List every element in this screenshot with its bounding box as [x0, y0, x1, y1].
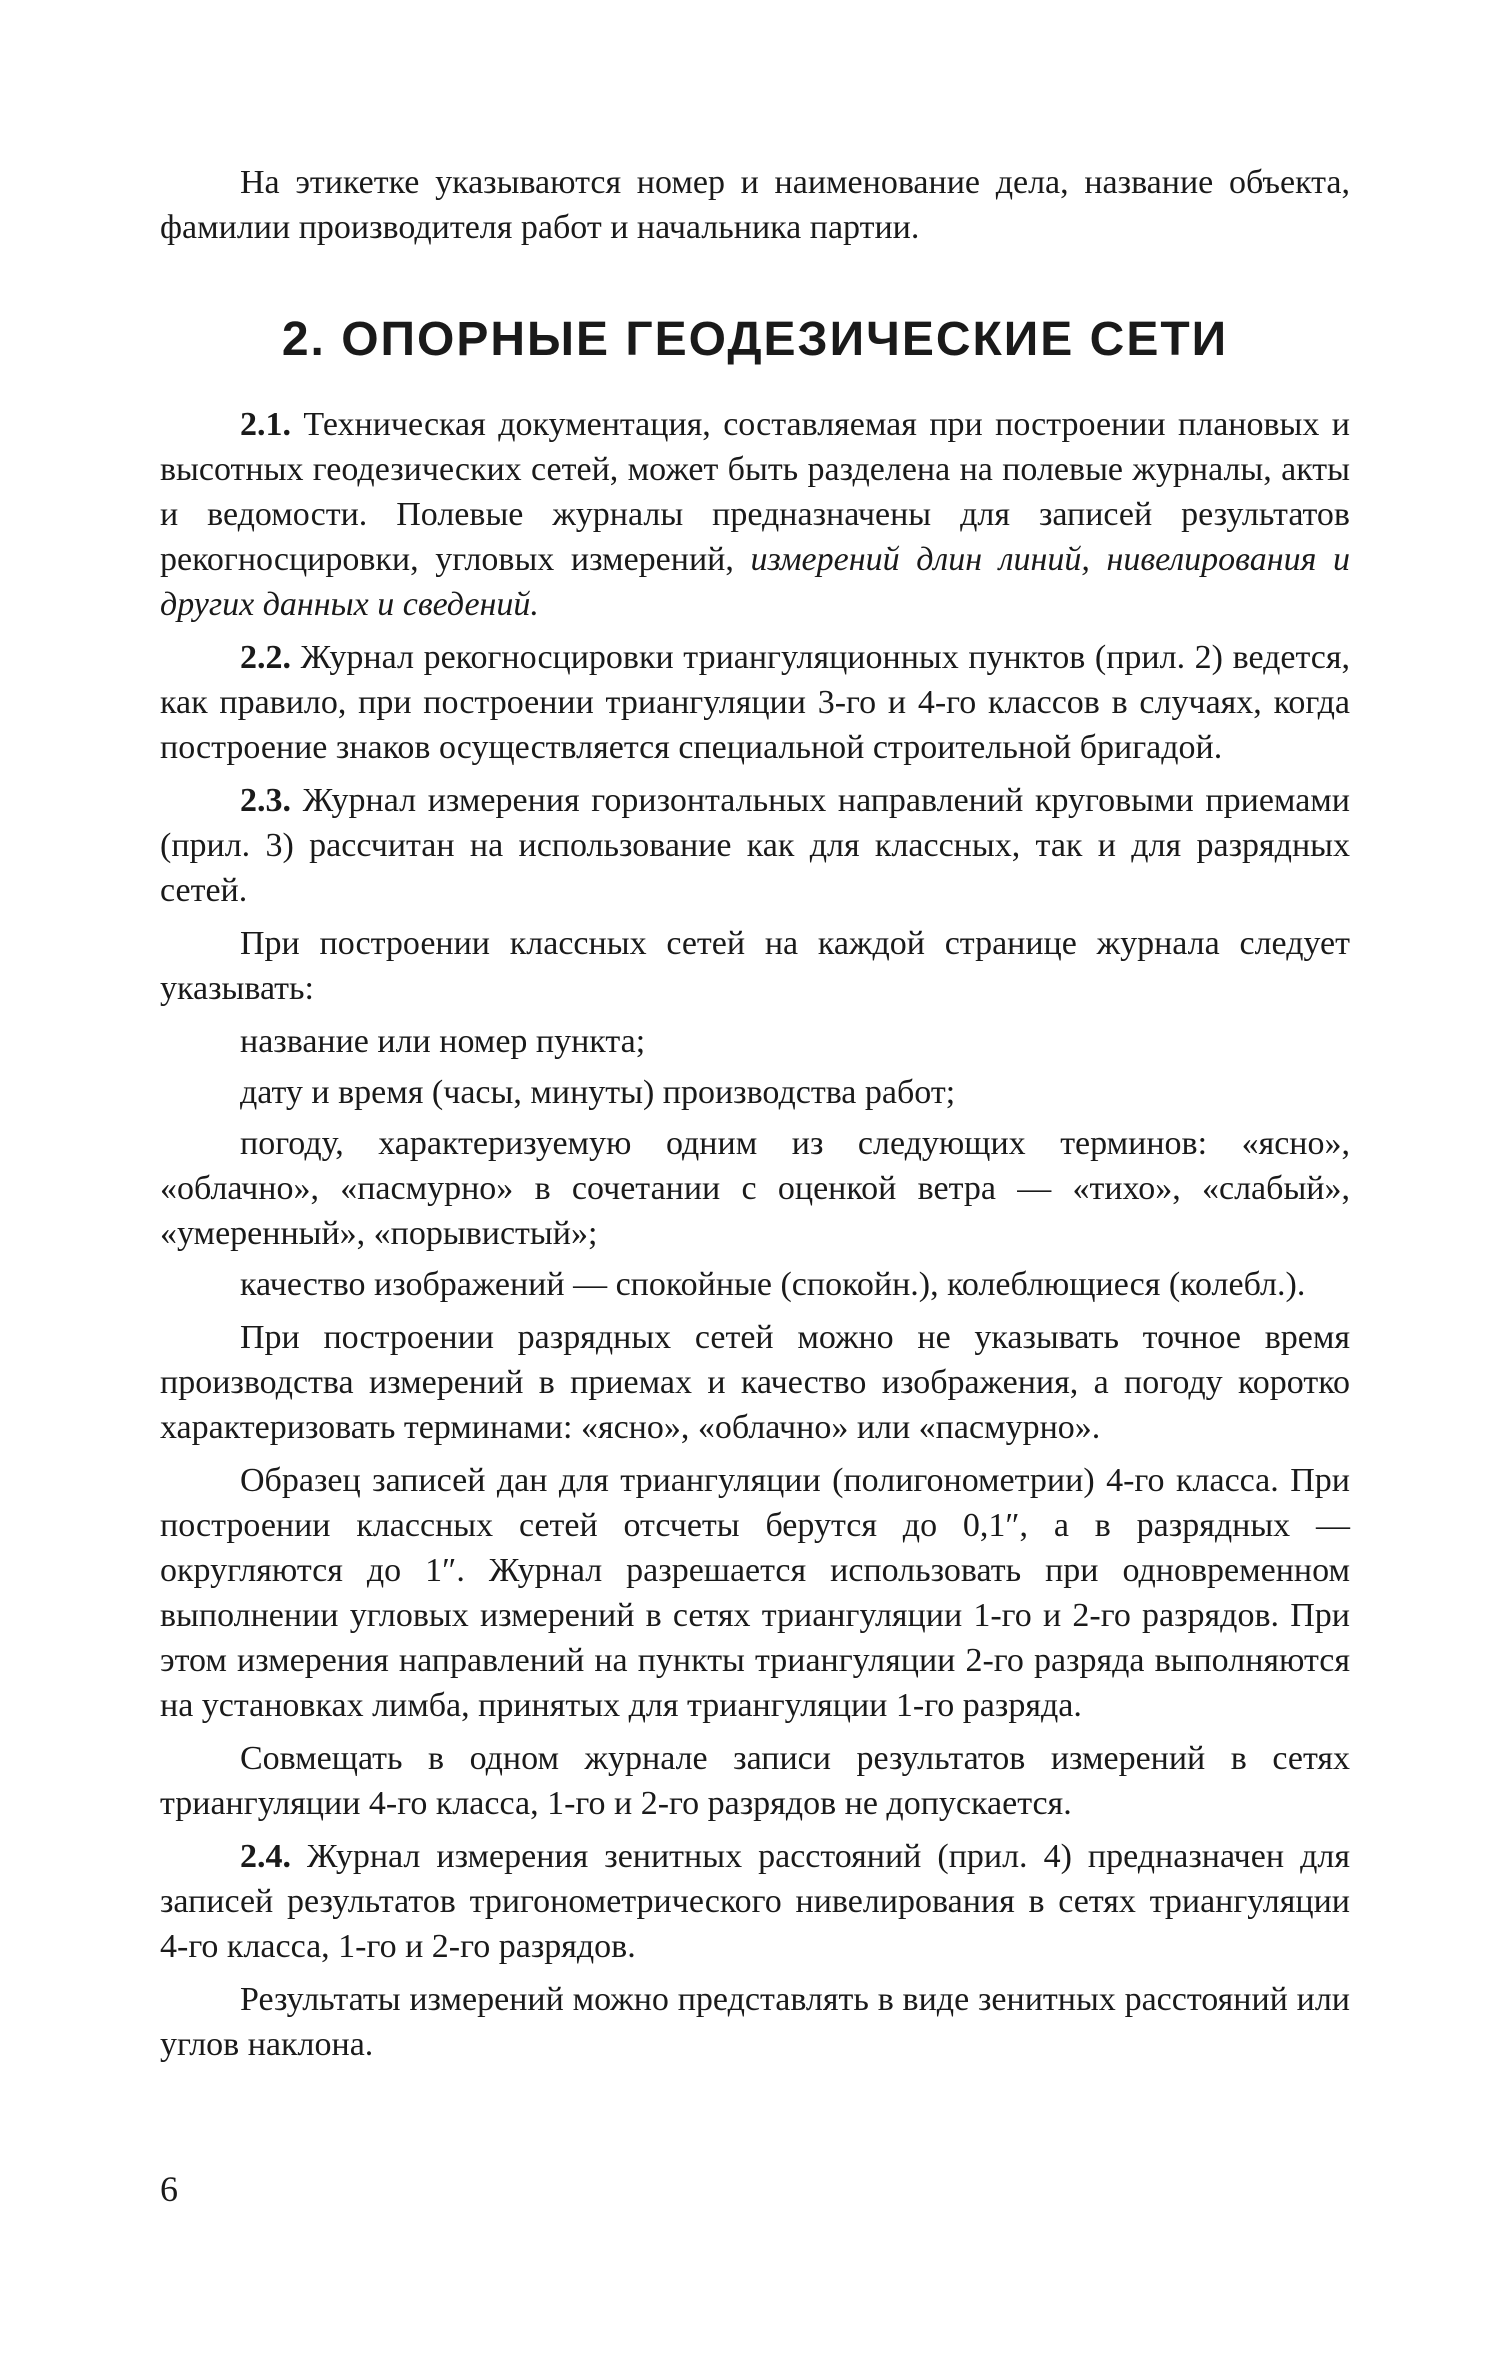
paragraph-razryadnye: При построении разрядных сетей можно не указывать точное время производства измерений в приемах и качество изображения, а погоду коротко характеризовать терминами: «ясно», «облачно» или «пасмурно». — [160, 1319, 1350, 1446]
paragraph-2-3 — [160, 778, 1350, 913]
paragraph-2-1-italic: измерений длин линий, нивелирования и других данных и сведений. — [160, 541, 1350, 623]
body-text — [160, 402, 1350, 2075]
intro-paragraph: На этикетке указываются номер и наименование дела, название объекта, фамилии производителя работ и начальника партии. — [160, 164, 1350, 246]
paragraph-2-2 — [160, 635, 1350, 770]
paragraph-classnye: При построении классных сетей на каждой странице журнала следует указывать: — [160, 925, 1350, 1007]
paragraph-2-4-text: Журнал измерения зенитных расстояний (прил. 4) предназначен для записей результатов тригонометрического нивелирования в сетях триангуляции 4-го класса, 1-го и 2-го разрядов. — [160, 1838, 1350, 1965]
page-number: 6 — [160, 2169, 178, 2209]
paragraph-2-3-text: Журнал измерения горизонтальных направлений круговыми приемами (прил. 3) рассчитан на использование как для классных, так и для разрядных сетей. — [160, 782, 1350, 909]
paragraph-sovmeshat: Совмещать в одном журнале записи результатов измерений в сетях триангуляции 4-го класса, 1-го и 2-го разрядов не допускается. — [160, 1740, 1350, 1822]
paragraph-obrazec: Образец записей дан для триангуляции (полигонометрии) 4-го класса. При построении классных сетей отсчеты берутся до 0,1″, а в разрядных — округляются до 1″. Журнал разрешается использовать при одновременном выполнении угловых измерений в сетях триангуляции 1-го и 2-го разрядов. При этом измерения направлений на пункты триангуляции 2-го разряда выполняются на установках лимба, принятых для триангуляции 1-го разряда. — [160, 1462, 1350, 1724]
intro-block — [160, 160, 1350, 258]
list-item: погоду, характеризуемую одним из следующих терминов: «ясно», «облачно», «пасмурно» в сочетании с оценкой ветра — «тихо», «слабый», «умеренный», «порывистый»; — [160, 1125, 1350, 1252]
paragraph-2-1 — [160, 402, 1350, 627]
paragraph-2-1-number: 2.1. — [240, 406, 291, 443]
paragraph-2-4-number: 2.4. — [240, 1838, 291, 1875]
paragraph-2-4 — [160, 1834, 1350, 1969]
list-item: название или номер пункта; — [240, 1023, 646, 1060]
paragraph-2-3-number: 2.3. — [240, 782, 291, 819]
paragraph-results: Результаты измерений можно представлять в виде зенитных расстояний или углов наклона. — [160, 1981, 1350, 2063]
paragraph-2-1-text: Техническая документация, составляемая при построении плановых и высотных геодезических сетей, может быть разделена на полевые журналы, акты и ведомости. Полевые журналы предназначены для записей результатов рекогносцировки, угловых измерений, — [160, 406, 1350, 578]
paragraph-2-2-number: 2.2. — [240, 639, 291, 676]
paragraph-2-2-text: Журнал рекогносцировки триангуляционных пунктов (прил. 2) ведется, как правило, при построении триангуляции 3-го и 4-го классов в случаях, когда построение знаков осуществляется специальной строительной бригадой. — [160, 639, 1350, 766]
list-item: дату и время (часы, минуты) производства работ; — [240, 1074, 956, 1111]
section-heading: 2. ОПОРНЫЕ ГЕОДЕЗИЧЕСКИЕ СЕТИ — [281, 313, 1229, 366]
list-item: качество изображений — спокойные (спокойн.), колеблющиеся (колебл.). — [240, 1266, 1306, 1303]
